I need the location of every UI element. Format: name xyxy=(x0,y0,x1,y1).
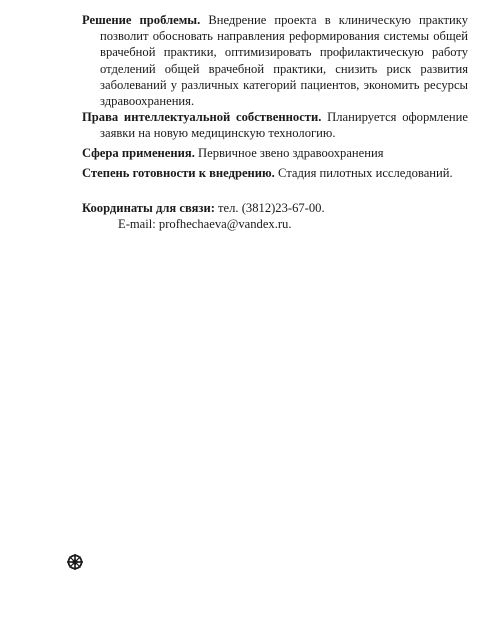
section-heading: Права интеллектуальной собственности. xyxy=(82,110,322,124)
section-heading: Координаты для связи: xyxy=(82,201,215,215)
section-heading: Степень готовности к внедрению. xyxy=(82,166,275,180)
section-problem-solution xyxy=(82,12,468,109)
section-heading: Решение проблемы. xyxy=(82,13,201,27)
section-readiness xyxy=(82,165,468,181)
ornament-icon xyxy=(66,553,84,571)
section-heading: Сфера применения. xyxy=(82,146,195,160)
section-intellectual-property xyxy=(82,109,468,141)
section-contacts xyxy=(82,200,468,232)
section-text: Планируется оформление заявки на новую медицинскую технологию. xyxy=(100,110,468,141)
contact-email: E-mail: profhechaeva@vandex.ru. xyxy=(118,217,292,232)
contact-phone: тел. (3812)23-67-00. xyxy=(214,201,325,215)
section-text: Внедрение проекта в клиническую практику позволит обосновать направления реформирования системы общей врачебной практики, оптимизировать профилактическую работу отделений общей врачебной практики, снизить риск развития заболеваний у различных категорий пациентов, экономить ресурсы здравоохранения. xyxy=(100,13,469,109)
contact-phone-line xyxy=(82,200,468,216)
section-application-scope xyxy=(82,145,468,161)
section-text: Первичное звено здравоохранения xyxy=(194,146,384,160)
section-text: Стадия пилотных исследований. xyxy=(274,166,453,180)
